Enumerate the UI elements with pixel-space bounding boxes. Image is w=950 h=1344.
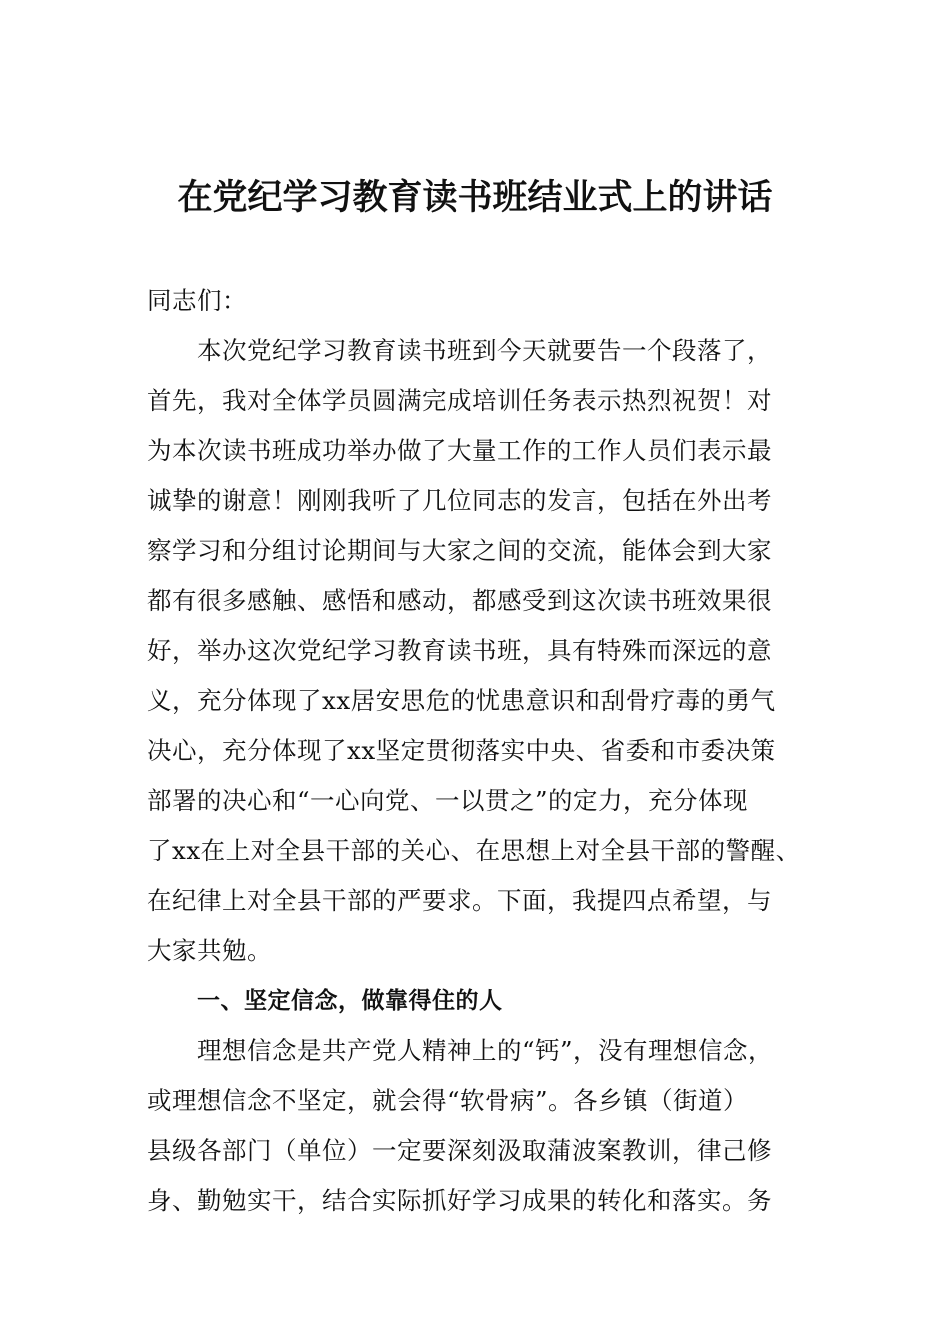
paragraph-line: 义，充分体现了xx居安思危的忧患意识和刮骨疗毒的勇气 bbox=[147, 686, 776, 715]
paragraph-line: 在纪律上对全县干部的严要求。下面，我提四点希望，与 bbox=[147, 886, 772, 915]
paragraph-line: 为本次读书班成功举办做了大量工作的工作人员们表示最 bbox=[147, 436, 772, 465]
paragraph-line: 诚挚的谢意！刚刚我听了几位同志的发言，包括在外出考 bbox=[147, 486, 772, 515]
paragraph-line: 首先，我对全体学员圆满完成培训任务表示热烈祝贺！对 bbox=[147, 386, 772, 415]
paragraph-line: 本次党纪学习教育读书班到今天就要告一个段落了， bbox=[197, 336, 772, 365]
paragraph-line: 大家共勉。 bbox=[147, 936, 272, 965]
paragraph-line: 了xx在上对全县干部的关心、在思想上对全县干部的警醒、 bbox=[147, 836, 801, 865]
paragraph-line: 好，举办这次党纪学习教育读书班，具有特殊而深远的意 bbox=[147, 636, 772, 665]
paragraph-line: 部署的决心和“一心向党、一以贯之”的定力，充分体现 bbox=[147, 786, 749, 815]
section-heading: 一、坚定信念，做靠得住的人 bbox=[197, 988, 503, 1014]
paragraph-line: 或理想信念不坚定，就会得“软骨病”。各乡镇（街道） bbox=[147, 1086, 749, 1115]
paragraph-line: 县级各部门（单位）一定要深刻汲取蒲波案教训，律己修 bbox=[147, 1136, 772, 1165]
paragraph-line: 都有很多感触、感悟和感动，都感受到这次读书班效果很 bbox=[147, 586, 772, 615]
paragraph-line: 理想信念是共产党人精神上的“钙”，没有理想信念， bbox=[197, 1036, 774, 1065]
document-body bbox=[147, 276, 827, 1226]
paragraph-line: 决心，充分体现了xx坚定贯彻落实中央、省委和市委决策 bbox=[147, 736, 776, 765]
paragraph-line: 察学习和分组讨论期间与大家之间的交流，能体会到大家 bbox=[147, 536, 772, 565]
salutation: 同志们： bbox=[147, 286, 247, 315]
document-title: 在党纪学习教育读书班结业式上的讲话 bbox=[177, 177, 773, 218]
paragraph-line: 身、勤勉实干，结合实际抓好学习成果的转化和落实。务 bbox=[147, 1186, 772, 1215]
